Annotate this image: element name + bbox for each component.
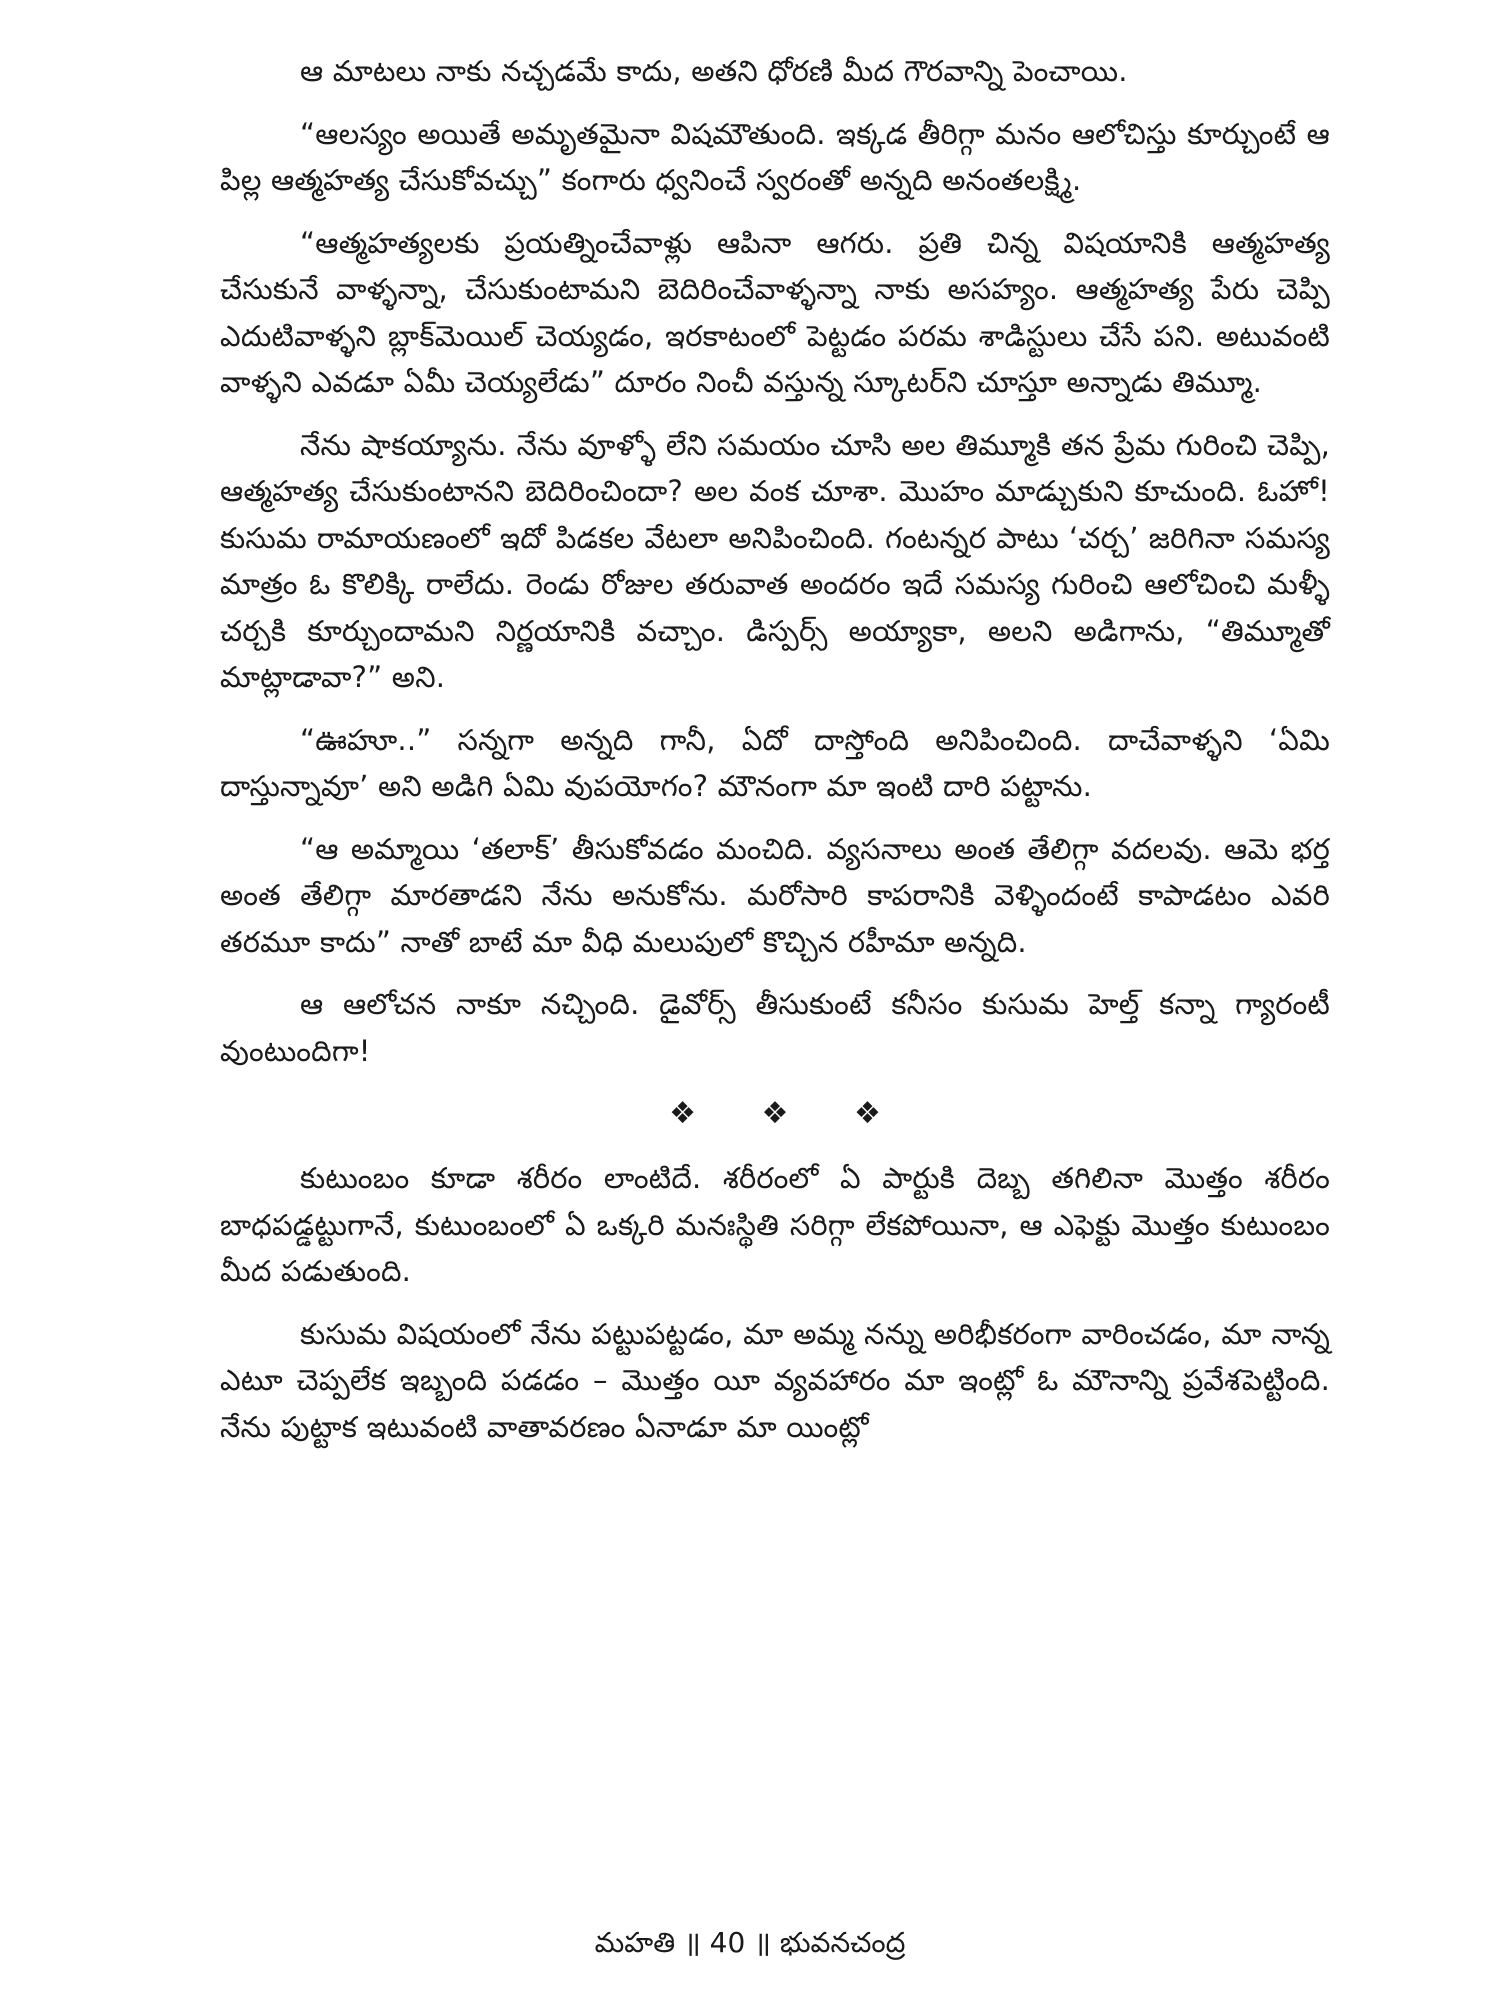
paragraph-6: “ఆ అమ్మాయి ‘తలాక్’ తీసుకోవడం మంచిది. వ్యసనాలు అంత తేలిగ్గా వదలవు. ఆమె భర్త అంత తేలిగ్గా మారతాడని నేను అనుకోను. మరోసారి కాపరానికి వెళ్ళిందంటే కాపాడటం ఎవరి తరమూ కాదు” నాతో బాటే మా వీధి మలుపులో కొచ్చిన రహీమా అన్నది. [220,831,1330,959]
paragraph-4: నేను షాకయ్యాను. నేను వూళ్ళో లేని సమయం చూసి అల తిమ్మూకి తన ప్రేమ గురించి చెప్పి, ఆత్మహత్య చేసుకుంటానని బెదిరించిందా? అల వంక చూశా. మొహం మాడ్చుకుని కూచుంది. ఓహో! కుసుమ రామాయణంలో ఇదో పిడకల వేటలా అనిపించింది. గంటన్నర పాటు ‘చర్చ’ జరిగినా సమస్య మాత్రం ఓ కొలిక్కి రాలేదు. రెండు రోజుల తరువాత అందరం ఇదే సమస్య గురించి ఆలోచించి మళ్ళీ చర్చకి కూర్చుందామని నిర్ణయానికి వచ్చాం. డిస్పర్స్ అయ్యాకా, అలని అడిగాను, “తిమ్మూతో మాట్లాడావా?” అని. [220,427,1330,694]
paragraph-2: “ఆలస్యం అయితే అమృతమైనా విషమౌతుంది. ఇక్కడ తీరిగ్గా మనం ఆలోచిస్తు కూర్చుంటే ఆ పిల్ల ఆత్మహత్య చేసుకోవచ్చు” కంగారు ధ్వనించే స్వరంతో అన్నది అనంతలక్ష్మి. [220,116,1330,197]
page-footer: మహతి ॥ 40 ॥ భువనచంద్ర [594,1926,906,1959]
paragraph-9: కుసుమ విషయంలో నేను పట్టుపట్టడం, మా అమ్మ నన్ను అరిభీకరంగా వారించడం, మా నాన్న ఎటూ చెప్పలేక ఇబ్బంది పడడం – మొత్తం యీ వ్యవహారం మా ఇంట్లో ఓ మౌనాన్ని ప్రవేశపెట్టింది. నేను పుట్టాక ఇటువంటి వాతావరణం ఏనాడూ మా యింట్లో [220,1316,1330,1444]
paragraph-7: ఆ ఆలోచన నాకూ నచ్చింది. డైవోర్స్ తీసుకుంటే కనీసం కుసుమ హెల్త్ కన్నా గ్యారంటీ వుంటుందిగా! [220,987,1330,1068]
paragraph-1: ఆ మాటలు నాకు నచ్చడమే కాదు, అతని ధోరణి మీద గౌరవాన్ని పెంచాయి. [300,54,1128,88]
section-break-ornament: ❖ ❖ ❖ [669,1096,909,1131]
paragraph-3: “ఆత్మహత్యలకు ప్రయత్నించేవాళ్లు ఆపినా ఆగరు. ప్రతి చిన్న విషయానికి ఆత్మహత్య చేసుకునే వాళ్ళన్నా, చేసుకుంటామని బెదిరించేవాళ్ళన్నా నాకు అసహ్యం. ఆత్మహత్య పేరు చెప్పి ఎదుటివాళ్ళని బ్లాక్‌మెయిల్ చెయ్యడం, ఇరకాటంలో పెట్టడం పరమ శాడిస్టులు చేసే పని. అటువంటి వాళ్ళని ఎవడూ ఏమీ చెయ్యలేడు” దూరం నించీ వస్తున్న స్కూటర్‌ని చూస్తూ అన్నాడు తిమ్మూ. [220,225,1330,399]
paragraph-8: కుటుంబం కూడా శరీరం లాంటిదే. శరీరంలో ఏ పార్టుకి దెబ్బ తగిలినా మొత్తం శరీరం బాధపడ్డట్టుగానే, కుటుంబంలో ఏ ఒక్కరి మనఃస్థితి సరిగ్గా లేకపోయినా, ఆ ఎఫెక్టు మొత్తం కుటుంబం మీద పడుతుంది. [220,1161,1330,1288]
paragraph-5: “ఊహూ..” సన్నగా అన్నది గానీ, ఏదో దాస్తోంది అనిపించింది. దాచేవాళ్ళని ‘ఏమి దాస్తున్నావూ’ అని అడిగి ఏమి వుపయోగం? మౌనంగా మా ఇంటి దారి పట్టాను. [220,722,1330,803]
